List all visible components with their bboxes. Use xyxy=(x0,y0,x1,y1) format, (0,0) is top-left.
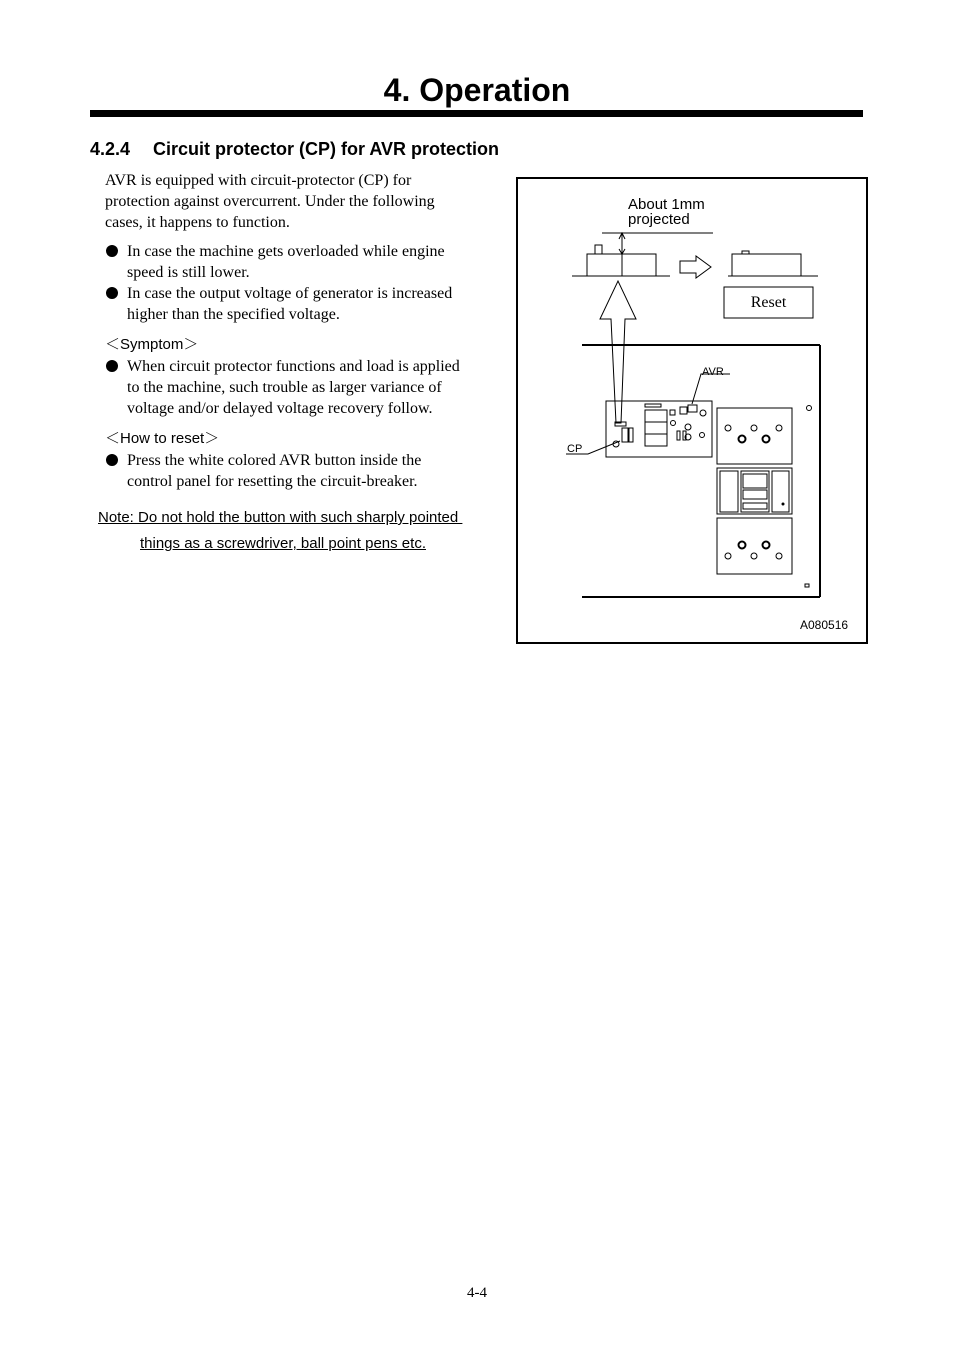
reset-button-flush xyxy=(742,251,749,254)
reset-label: Reset xyxy=(750,294,787,311)
cp-housing-after xyxy=(732,254,801,276)
terminal-block-top xyxy=(717,408,792,464)
panel-screw-icon xyxy=(807,406,812,411)
reset-list xyxy=(105,450,515,492)
avr-component xyxy=(680,407,687,414)
symptom-heading: ＜Symptom＞ xyxy=(105,336,199,353)
section-heading xyxy=(90,138,499,160)
reset-heading: ＜How to reset＞ xyxy=(105,430,220,447)
bullet-icon xyxy=(106,360,118,372)
avr-diagram xyxy=(518,179,866,642)
avr-leader-line xyxy=(692,374,730,404)
avr-label: AVR xyxy=(702,366,724,378)
reset-line: Press the white colored AVR button inside the xyxy=(127,452,422,469)
right-arrow-icon xyxy=(680,256,711,278)
avr-component xyxy=(629,428,633,442)
intro-paragraph xyxy=(105,170,505,233)
page-number: 4-4 xyxy=(467,1285,487,1301)
about-label-line: About 1mm xyxy=(628,196,705,213)
avr-component xyxy=(688,405,697,412)
pointer-arrow-icon xyxy=(600,281,636,423)
case-item xyxy=(105,283,515,325)
case-line: speed is still lower. xyxy=(127,264,250,281)
avr-component xyxy=(685,424,691,430)
symptom-item xyxy=(105,356,515,419)
avr-component xyxy=(700,410,706,416)
symptom-list xyxy=(105,356,515,419)
avr-figure xyxy=(516,177,868,644)
note-line-2: things as a screwdriver, ball point pens etc. xyxy=(140,535,426,552)
avr-component xyxy=(700,433,705,438)
chapter-title-rule xyxy=(90,110,863,117)
terminal-block-bottom xyxy=(717,518,792,574)
bullet-icon xyxy=(106,245,118,257)
section-number: 4.2.4 xyxy=(90,139,131,159)
case-line: higher than the specified voltage. xyxy=(127,306,340,323)
about-label-line: projected xyxy=(628,211,690,228)
cp-button xyxy=(622,428,628,442)
reset-button-projected xyxy=(595,245,602,254)
cp-label: CP xyxy=(567,443,583,455)
bullet-icon xyxy=(106,287,118,299)
reset-item xyxy=(105,450,515,492)
case-line: In case the output voltage of generator is increased xyxy=(127,285,453,302)
symptom-line: When circuit protector functions and load is applied xyxy=(127,358,460,375)
avr-component xyxy=(671,421,676,426)
avr-component xyxy=(670,410,675,415)
section-title: Circuit protector (CP) for AVR protection xyxy=(153,139,499,159)
avr-component xyxy=(677,431,680,440)
intro-line: protection against overcurrent. Under the following xyxy=(105,193,435,210)
reset-line: control panel for resetting the circuit-breaker. xyxy=(127,473,418,490)
case-line: In case the machine gets overloaded while engine xyxy=(127,243,445,260)
cases-list xyxy=(105,241,515,325)
intro-line: AVR is equipped with circuit-protector (CP) for xyxy=(105,172,412,189)
note-line-1: Note: Do not hold the button with such sharply pointed xyxy=(98,509,463,526)
case-item xyxy=(105,241,515,283)
symptom-line: to the machine, such trouble as larger variance of xyxy=(127,379,442,396)
about-label xyxy=(628,197,705,227)
intro-line: cases, it happens to function. xyxy=(105,214,290,231)
avr-component xyxy=(645,410,667,446)
chapter-title: 4. Operation xyxy=(383,72,571,108)
avr-component xyxy=(645,404,661,407)
panel-screw-icon xyxy=(805,584,809,587)
breaker-body xyxy=(717,468,792,514)
figure-id: A080516 xyxy=(800,618,849,632)
symptom-line: voltage and/or delayed voltage recovery follow. xyxy=(127,400,433,417)
bullet-icon xyxy=(106,454,118,466)
